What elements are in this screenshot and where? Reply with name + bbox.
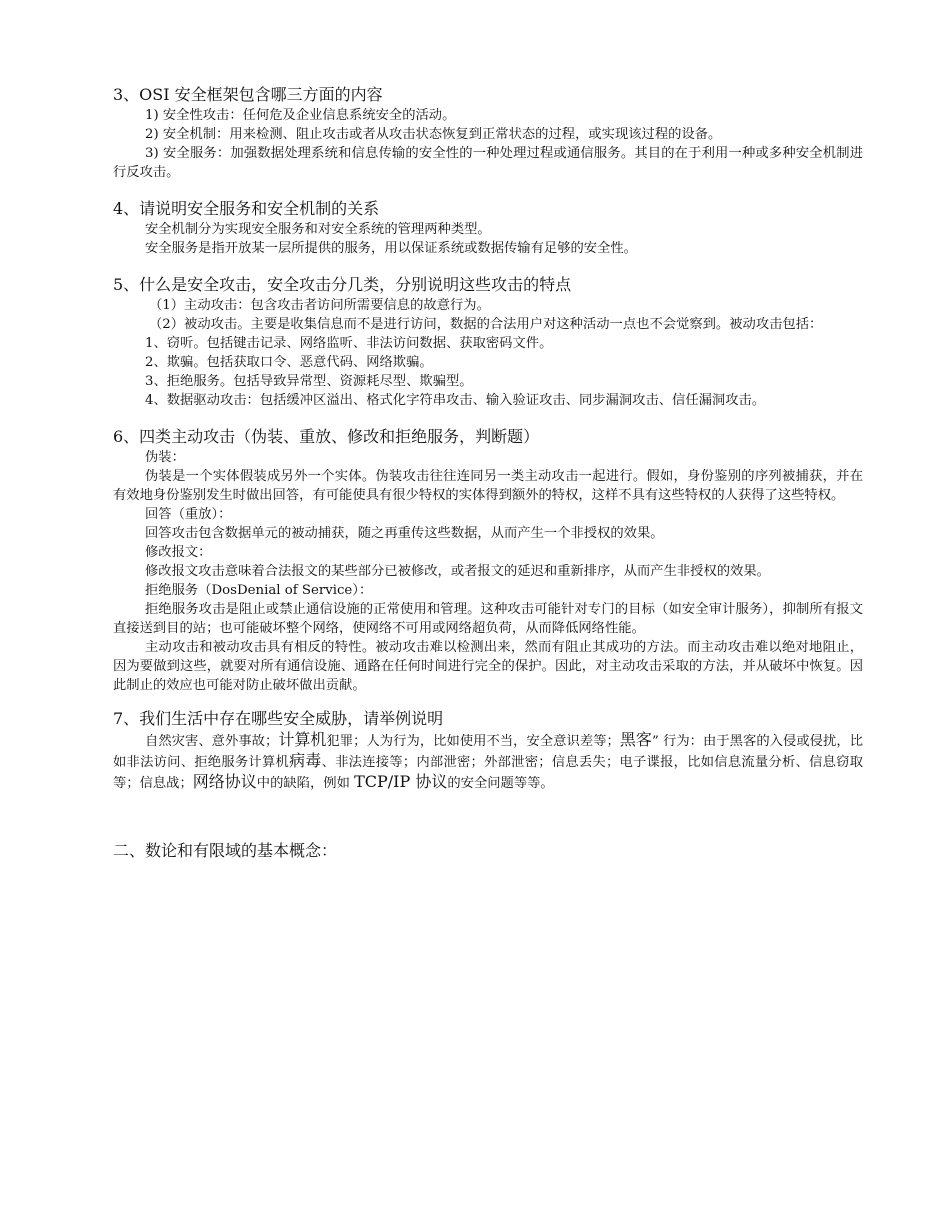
s7-text-virus: 病毒 [289, 751, 322, 770]
s7-text-2: 犯罪；人为行为，比如使用不当，安全意识差等； [326, 734, 620, 749]
s7-text-computer: 计算机 [278, 730, 327, 749]
s5-item-1: 1、窃听。包括键击记录、网络监听、非法访问数据、获取密码文件。 [145, 336, 553, 351]
s5-para-2: （2）被动攻击。主要是收集信息而不是进行访问，数据的合法用户对这种活动一点也不会觉察到。被动攻击包括： [149, 317, 823, 332]
s7-text-5: 中的缺陷，例如 [256, 776, 355, 791]
s3-item-2: 2) 安全机制：用来检测、阻止攻击或者从攻击状态恢复到正常状态的过程，或实现该过程的设备。 [145, 127, 722, 142]
section-5-heading: 5、什么是安全攻击，安全攻击分几类，分别说明这些攻击的特点 [113, 275, 572, 294]
s5-item-2: 2、欺骗。包括获取口令、恶意代码、网络欺骗。 [145, 355, 433, 370]
section-4-heading: 4、请说明安全服务和安全机制的关系 [113, 199, 380, 218]
s5-item-3: 3、拒绝服务。包括导致异常型、资源耗尽型、欺骗型。 [145, 374, 473, 389]
s7-text-protocol: 网络协议 [192, 772, 257, 791]
s7-text-protocol-2: 协议 [410, 772, 448, 791]
s6-label-dos: 拒绝服务（DosDenial of Service）： [145, 583, 373, 598]
s7-text-hacker: 黑客 [619, 730, 652, 749]
s7-text-tcpip: TCP/IP [354, 772, 411, 791]
s6-label-masquerade: 伪装： [145, 450, 185, 465]
s7-para [113, 730, 863, 793]
section-7-heading: 7、我们生活中存在哪些安全威胁，请举例说明 [113, 709, 444, 728]
s7-text-6: 的安全问题等等。 [447, 776, 554, 791]
section-6-heading: 6、四类主动攻击（伪装、重放、修改和拒绝服务，判断题） [113, 427, 540, 446]
document-content [113, 84, 863, 862]
s7-text-4: 、非法连接等；内部泄密；外部泄密；信息丢失；电子谍报，比如信息流量分析、信息窃取等；信息战； [113, 755, 864, 791]
chapter-2-heading: 二、数论和有限域的基本概念： [113, 841, 338, 860]
s6-para-summary: 主动攻击和被动攻击具有相反的特性。被动攻击难以检测出来，然而有阻止其成功的方法。而主动攻击难以绝对地阻止，因为要做到这些，就要对所有通信设施、通路在任何时间进行完全的保护。因此，对主动攻击采取的方法，并从破坏中恢复。因此制止的效应也可能对防止破坏做出贡献。 [113, 640, 863, 693]
s6-para-replay: 回答攻击包含数据单元的被动捕获，随之再重传这些数据，从而产生一个非授权的效果。 [145, 526, 664, 541]
s6-para-modification: 修改报文攻击意味着合法报文的某些部分已被修改，或者报文的延迟和重新排序，从而产生非授权的效果。 [145, 564, 770, 579]
s7-text-3: ” 行为：由于黑客的入侵或侵扰，比如非法访问、拒绝服务计算机 [113, 734, 863, 770]
s6-para-dos: 拒绝服务攻击是阻止或禁止通信设施的正常使用和管理。这种攻击可能针对专门的目标（如安全审计服务），抑制所有报文直接送到目的站；也可能破坏整个网络，使网络不可用或网络超负荷，从而降低网络性能。 [113, 602, 863, 636]
s5-item-4: 4、数据驱动攻击：包括缓冲区溢出、格式化字符串攻击、输入验证攻击、同步漏洞攻击、信任漏洞攻击。 [145, 393, 766, 408]
section-3-heading: 3、OSI 安全框架包含哪三方面的内容 [113, 85, 383, 104]
s6-label-modification: 修改报文： [145, 545, 212, 560]
s6-label-replay: 回答（重放）： [145, 507, 232, 522]
s3-item-1: 1) 安全性攻击：任何危及企业信息系统安全的活动。 [145, 108, 456, 123]
s6-para-masquerade: 伪装是一个实体假装成另外一个实体。伪装攻击往往连同另一类主动攻击一起进行。假如，身份鉴别的序列被捕获，并在有效地身份鉴别发生时做出回答，有可能使具有很少特权的实体得到额外的特权，这样不具有这些特权的人获得了这些特权。 [113, 469, 863, 503]
s3-item-3: 3) 安全服务：加强数据处理系统和信息传输的安全性的一种处理过程或通信服务。其目的在于利用一种或多种安全机制进行反攻击。 [113, 146, 863, 180]
s4-para-1: 安全机制分为实现安全服务和对安全系统的管理两种类型。 [145, 222, 491, 237]
s5-para-1: （1）主动攻击：包含攻击者访问所需要信息的故意行为。 [149, 298, 490, 313]
s7-text-1: 自然灾害、意外事故； [145, 734, 279, 749]
s4-para-2: 安全服务是指开放某一层所提供的服务，用以保证系统或数据传输有足够的安全性。 [145, 241, 637, 256]
